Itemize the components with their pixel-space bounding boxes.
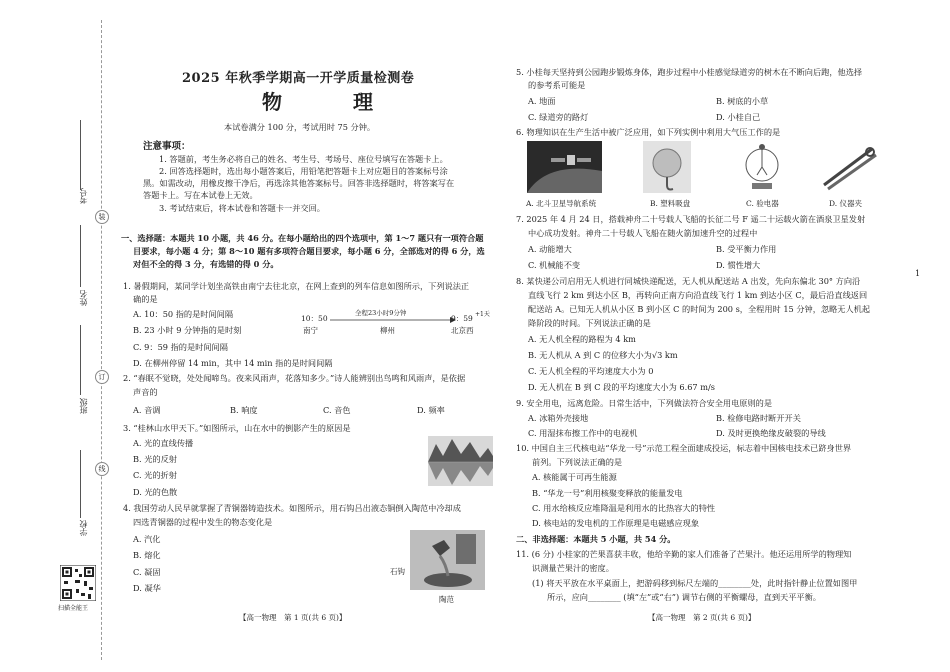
footer-page-1: 【高一物理 第 1 页(共 6 页)】 xyxy=(239,613,347,622)
stone-hook-label: 石钩 xyxy=(390,567,405,576)
section1-line-3: 对但不全的得 3 分，有选错的得 0 分。 xyxy=(133,259,279,269)
train-next-day: +1天 xyxy=(475,311,490,318)
q8-stem-3: 配送站 A。已知无人机从小区 B 到小区 C 的时间为 200 s，全程用时 15 分钟，忽略无人机起 xyxy=(528,304,871,314)
q1-option-b: B. 23 小时 9 分钟指的是时刻 xyxy=(133,325,242,335)
note-line-4: 答题卡上。写在本试卷上无效。 xyxy=(143,190,258,200)
q5-option-d: D. 小桂自己 xyxy=(716,112,761,122)
q3-stem: 3. “桂林山水甲天下。”如图所示，山在水中的倒影产生的原因是 xyxy=(123,423,351,433)
qr-code-icon xyxy=(60,565,96,601)
q3-option-a: A. 光的直线传播 xyxy=(133,438,194,448)
q5-option-b: B. 树底的小草 xyxy=(716,96,769,106)
q5-option-c: C. 绿道旁的路灯 xyxy=(528,112,589,122)
q10-option-d: D. 核电站的发电机的工作原理是电磁感应现象 xyxy=(532,518,700,528)
field-name-label: 姓名 xyxy=(79,290,88,306)
train-arrive-time: 9：59 xyxy=(451,314,473,323)
q4-stem-2: 四选青铜器的过程中发生的物态变化是 xyxy=(133,517,273,527)
q10-stem-2: 前列。下列说法正确的是 xyxy=(532,457,623,467)
seal-mark-2: 订 xyxy=(95,370,109,384)
score-note: 本试卷满分 100 分，考试用时 75 分钟。 xyxy=(224,122,376,132)
seal-mark-1: 装 xyxy=(95,210,109,224)
q2-option-b: B. 响度 xyxy=(230,405,258,415)
q7-option-c: C. 机械能不变 xyxy=(528,260,581,270)
binding-dashed-line xyxy=(101,20,102,660)
q2-stem-2: 声音的 xyxy=(133,387,158,397)
q5-option-a: A. 地面 xyxy=(528,96,556,106)
field-name-line xyxy=(80,225,81,287)
q3-option-b: B. 光的反射 xyxy=(133,454,177,464)
q4-option-c: C. 凝固 xyxy=(133,567,161,577)
q3-option-c: C. 光的折射 xyxy=(133,470,177,480)
side-page-mark: 1 xyxy=(915,268,921,278)
q11-line-2: 识测量芒果汁的密度。 xyxy=(532,563,614,573)
q4-stem-1: 4. 我国劳动人民早就掌握了青铜器铸造技术。如图所示，用石钩吕出液态铜倒入陶范中冷却成 xyxy=(123,503,461,513)
q2-option-d: D. 频率 xyxy=(417,405,445,415)
train-info-figure xyxy=(298,307,493,339)
q10-option-b: B. “华龙一号”利用核聚变释放的能量发电 xyxy=(532,488,683,498)
train-duration: 全程23小时9分钟 xyxy=(355,309,407,317)
q8-option-d: D. 无人机在 B 到 C 段的平均速度大小为 6.67 m/s xyxy=(528,382,715,392)
note-line-2: 2. 回答选择题时，选出每小题答案后，用铅笔把答题卡上对应题目的答案标号涂 xyxy=(159,166,448,176)
q8-stem-2: 直线飞行 2 km 到达小区 B，再转向正南方向沿直线飞行 1 km 到达小区 C，最后沿直线返回 xyxy=(528,290,868,300)
pottery-mold-label: 陶范 xyxy=(439,595,454,604)
q9-stem: 9. 安全用电，远离危险。日常生活中，下列做法符合安全用电原则的是 xyxy=(516,398,773,408)
q1-option-c: C. 9：59 指的是时间间隔 xyxy=(133,342,228,352)
bronze-casting-image xyxy=(410,530,485,590)
electroscope-image xyxy=(740,141,785,193)
q6-stem: 6. 物理知识在生产生活中被广泛应用，如下列实例中利用大气压工作的是 xyxy=(516,127,781,137)
q1-option-d: D. 在柳州停留 14 min，其中 14 min 指的是时间间隔 xyxy=(133,358,333,368)
q11-line-1: 11. (6 分) 小桂家的芒果喜获丰收，他给辛勤的家人们准备了芒果汁。他还运用所学的物理知 xyxy=(516,549,852,559)
satellite-image xyxy=(527,141,602,193)
qr-caption: 扫描全能王 xyxy=(58,605,89,612)
field-exam-number-label: 考号 xyxy=(79,188,88,204)
q4-option-a: A. 汽化 xyxy=(133,534,161,544)
note-line-5: 3. 考试结束后，将本试卷和答题卡一并交回。 xyxy=(159,203,325,213)
section1-line-2: 目要求，每小题 4 分；第 8～10 题有多项符合题目要求，每小题 6 分，全部选对的得 6 分，选 xyxy=(133,246,485,256)
q10-option-a: A. 核能属于可再生能源 xyxy=(532,472,617,482)
q2-stem-1: 2. “春眠不觉晓，处处闻啼鸟。夜来风雨声，花落知多少。”诗人能辨别出鸟鸣和风雨声，是依据 xyxy=(123,373,466,383)
q7-option-b: B. 受平衡力作用 xyxy=(716,244,777,254)
train-via-station: 柳州 xyxy=(380,326,395,335)
train-route-arrow xyxy=(330,317,456,323)
q6-option-d: D. 仪器夹 xyxy=(829,199,863,208)
guilin-landscape-image xyxy=(428,436,493,486)
q6-option-b: B. 塑料吸盘 xyxy=(650,199,691,208)
section1-line-1: 一、选择题：本题共 10 小题，共 46 分。在每小题给出的四个选项中，第 1～7 题只有一项符合题 xyxy=(121,233,484,243)
q2-option-c: C. 音色 xyxy=(323,405,351,415)
train-depart-station: 南宁 xyxy=(303,326,318,335)
note-line-1: 1. 答题前，考生务必将自己的姓名、考生号、考场号、座位号填写在答题卡上。 xyxy=(159,154,448,164)
q1-stem-1: 1. 暑假期间，某同学计划坐高铁由南宁去往北京，在网上查到的列车信息如图所示，下列说法正 xyxy=(123,281,470,291)
train-arrive-station: 北京西 xyxy=(451,326,474,335)
q9-option-c: C. 用湿抹布擦工作中的电视机 xyxy=(528,428,638,438)
train-depart-time: 10：50 xyxy=(301,314,328,323)
q7-stem-1: 7. 2025 年 4 月 24 日，搭载神舟二十号载人飞船的长征二号 F 遥二十运载火箭在酒泉卫星发射 xyxy=(516,214,866,224)
q4-option-d: D. 凝华 xyxy=(133,583,161,593)
q4-option-b: B. 熔化 xyxy=(133,550,161,560)
q8-stem-4: 降阶段的时间。下列说法正确的是 xyxy=(528,318,651,328)
q11-line-3: (1) 将天平放在水平桌面上，把游码移到标尺左端的________处，此时指针静止位置如图甲 xyxy=(532,578,858,588)
q7-stem-2: 中心成功发射。神舟二十号载人飞船在随火箭加速升空的过程中 xyxy=(528,228,758,238)
q9-option-b: B. 检修电路时断开开关 xyxy=(716,413,801,423)
field-school-label: 学校 xyxy=(79,520,88,536)
q8-option-b: B. 无人机从 A 到 C 的位移大小为√3 km xyxy=(528,350,678,360)
exam-title: 2025 年秋季学期高一开学质量检测卷 xyxy=(182,71,415,86)
q8-option-c: C. 无人机全程的平均速度大小为 0 xyxy=(528,366,654,376)
q10-option-c: C. 用水给核反应堆降温是利用水的比热容大的特性 xyxy=(532,503,716,513)
q11-line-4: 所示，应向________ (填“左”或“右”) 调节右侧的平衡螺母，直到天平平衡。 xyxy=(547,592,821,602)
q8-stem-1: 8. 某快递公司启用无人机进行同城快递配送，无人机从配送站 A 出发，先向东偏北 30° 方向沿 xyxy=(516,276,861,286)
notes-heading: 注意事项： xyxy=(143,141,191,152)
footer-page-2: 【高一物理 第 2 页(共 6 页)】 xyxy=(648,613,756,622)
q5-stem-2: 的参考系可能是 xyxy=(528,80,586,90)
q5-stem-1: 5. 小桂每天坚持到公园跑步锻炼身体，跑步过程中小桂感觉绿道旁的树木在不断向后跑，他选择 xyxy=(516,67,863,77)
q1-stem-2: 确的是 xyxy=(133,294,158,304)
q7-option-d: D. 惯性增大 xyxy=(716,260,761,270)
suction-cup-image xyxy=(643,141,691,193)
field-school-line xyxy=(80,450,81,518)
q8-option-a: A. 无人机全程的路程为 4 km xyxy=(528,334,636,344)
q9-option-a: A. 冰箱外壳接地 xyxy=(528,413,589,423)
q6-option-a: A. 北斗卫星导航系统 xyxy=(526,199,597,208)
field-class-line xyxy=(80,325,81,395)
seal-mark-3: 线 xyxy=(95,462,109,476)
q9-option-d: D. 及时更换绝缘皮破裂的导线 xyxy=(716,428,826,438)
section2-heading: 二、非选择题：本题共 5 小题，共 54 分。 xyxy=(516,534,676,544)
field-class-label: 班级 xyxy=(79,398,88,414)
q2-option-a: A. 音调 xyxy=(133,405,161,415)
subject-title: 物 理 xyxy=(262,90,405,114)
instrument-clamp-image xyxy=(818,141,880,193)
q6-option-c: C. 验电器 xyxy=(746,199,779,208)
note-line-3: 黑。如需改动，用橡皮擦干净后，再选涂其他答案标号。回答非选择题时，将答案写在 xyxy=(143,178,455,188)
q10-stem-1: 10. 中国自主三代核电站“华龙一号”示范工程全面建成投运，标志着中国核电技术已跻身世界 xyxy=(516,443,852,453)
q1-option-a: A. 10：50 指的是时间间隔 xyxy=(133,309,234,319)
field-exam-number-line xyxy=(80,120,81,190)
q7-option-a: A. 动能增大 xyxy=(528,244,572,254)
q3-option-d: D. 光的色散 xyxy=(133,487,178,497)
